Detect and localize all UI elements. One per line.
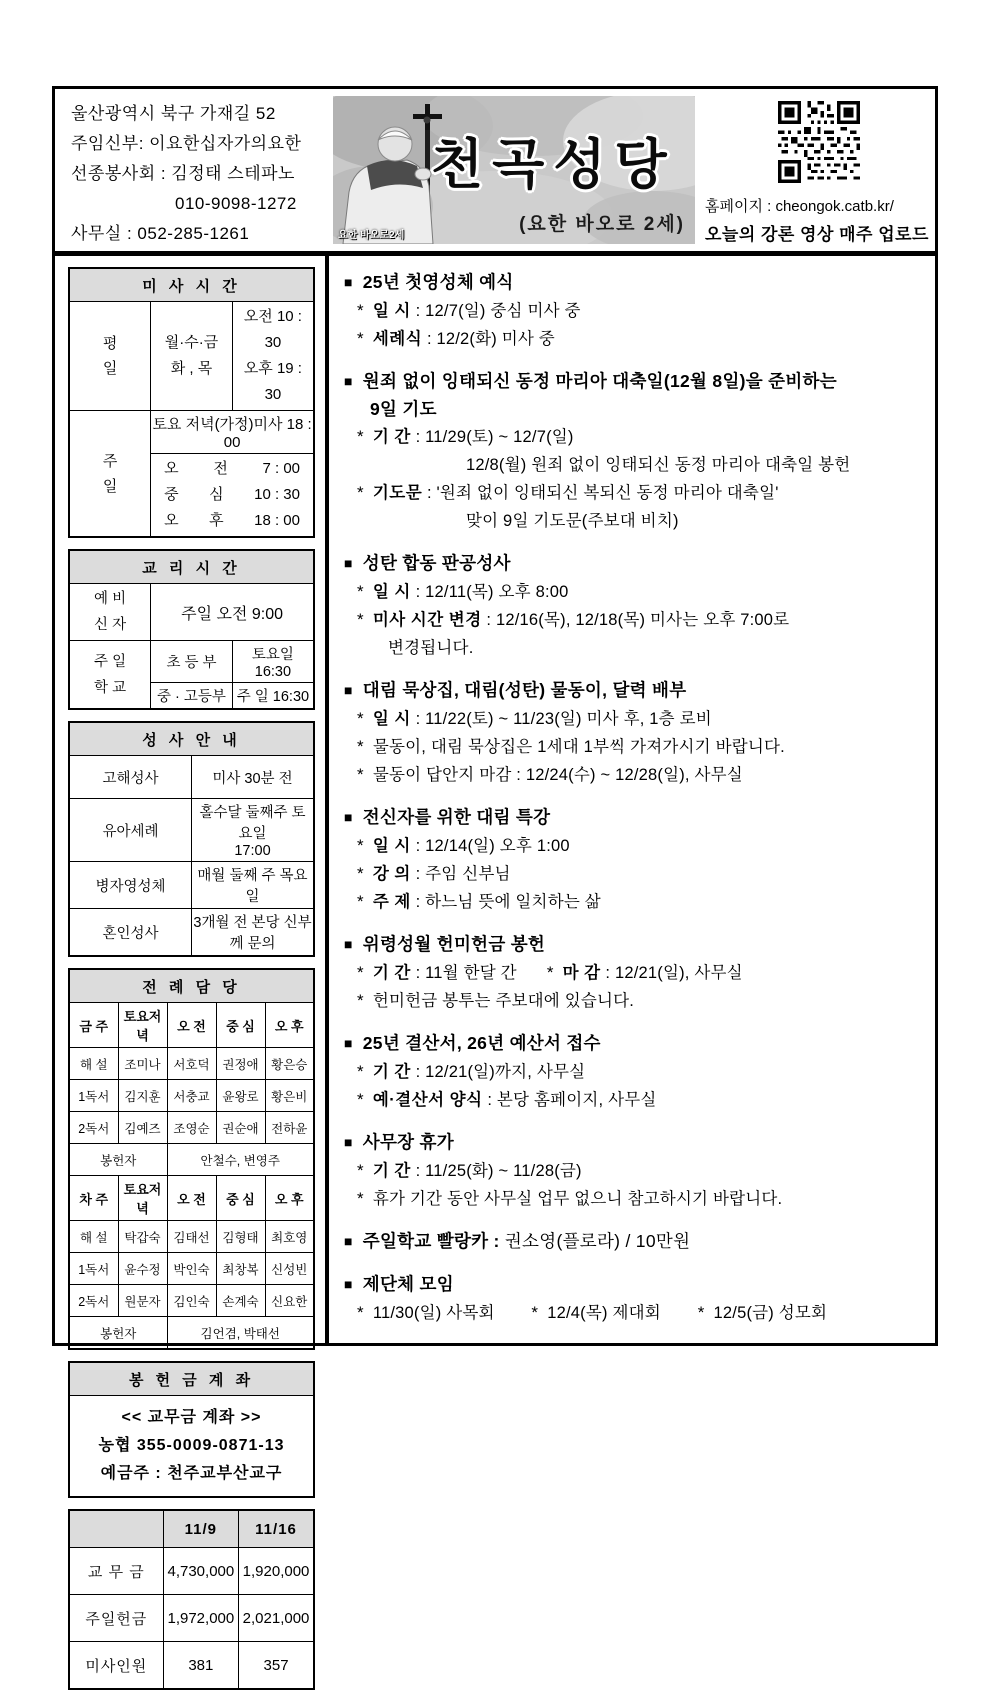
account-holder: 예금주 : 천주교부산교구 xyxy=(100,1465,283,1482)
star-bullet-icon: * xyxy=(546,963,554,982)
star-bullet-icon: * xyxy=(357,483,364,502)
table-row xyxy=(69,1317,314,1350)
section-title: 사무장 휴가 xyxy=(362,1132,454,1152)
star-bullet-icon: * xyxy=(357,737,364,756)
table-row: 교 무 금 4,730,000 1,920,000 xyxy=(69,1548,314,1595)
announcement-line: 12/8(월) 원죄 없이 잉태되신 동정 마리아 대축일 봉헌 xyxy=(466,456,851,474)
announcement-line: * 일 시 : 11/22(토) ~ 11/23(일) 미사 후, 1층 로비 xyxy=(357,709,712,728)
announcement-line: 맞이 9일 기도문(주보대 비치) xyxy=(466,512,679,530)
star-bullet-icon: * xyxy=(357,836,364,855)
square-bullet-icon: ■ xyxy=(344,555,353,571)
announcement-line: 변경됩니다. xyxy=(388,639,474,657)
announcement-line: * 강 의 : 주임 신부님 xyxy=(357,864,511,883)
star-bullet-icon: * xyxy=(357,582,364,601)
square-bullet-icon: ■ xyxy=(344,809,353,825)
bulletin-header xyxy=(55,89,935,256)
table-row xyxy=(69,1144,314,1176)
star-bullet-icon: * xyxy=(357,1189,364,1208)
announcements-column xyxy=(329,256,935,1346)
announcement-line: * 기 간 : 12/21(일)까지, 사무실 xyxy=(357,1062,586,1081)
section-budget-reports xyxy=(344,1030,921,1114)
star-bullet-icon: * xyxy=(357,329,364,348)
section-november-offering xyxy=(344,931,921,1015)
table-row: 해 설 탁갑숙 김태선 김형태 최호영 xyxy=(69,1221,314,1253)
square-bullet-icon: ■ xyxy=(344,274,353,290)
office-phone: 사무실 : 052-285-1261 xyxy=(71,224,250,243)
weekday-label: 평 일 xyxy=(69,302,151,411)
section-sunday-school-palanca: ■ 주일학교 빨랑카 : 권소영(플로라) / 10만원 xyxy=(344,1231,691,1251)
offertory-label: 봉헌자 xyxy=(69,1317,167,1350)
mass-schedule-table xyxy=(68,267,315,538)
section-advent-lecture xyxy=(344,804,921,916)
star-bullet-icon: * xyxy=(357,709,364,728)
sunday-label: 주 일 xyxy=(69,411,151,538)
table-row: 1독서 김지훈 서충교 윤왕로 황은비 xyxy=(69,1080,314,1112)
stats-date-header: 11/16 xyxy=(239,1510,314,1548)
announcement-line: * 기도문 : '원죄 없이 잉태되신 복되신 동정 마리아 대축일' xyxy=(357,483,779,502)
announcement-line: * 기 간 : 11/25(화) ~ 11/28(금) xyxy=(357,1161,582,1180)
table-row: 2독서 원문자 김인숙 손계숙 신요한 xyxy=(69,1285,314,1317)
offertory-names: 안철수, 변영주 xyxy=(167,1144,314,1176)
sacraments-table xyxy=(68,721,315,957)
saturday-mass: 토요 저녁(가정)미사 18 : 00 xyxy=(151,411,314,454)
section-title: 위령성월 헌미헌금 봉헌 xyxy=(362,934,546,954)
section-title: 성탄 합동 판공성사 xyxy=(362,553,511,573)
star-bullet-icon: * xyxy=(357,1161,364,1180)
church-banner xyxy=(333,96,695,244)
announcement-line: * 기 간 : 11월 한달 간 * 마 감 : 12/21(일), 사무실 xyxy=(357,963,743,982)
church-address-block xyxy=(71,99,341,249)
section-title: 대림 묵상집, 대림(성탄) 물동이, 달력 배부 xyxy=(362,680,687,700)
catechism-table-title: 교 리 시 간 xyxy=(69,550,314,584)
section-title: 25년 결산서, 26년 예산서 접수 xyxy=(362,1033,601,1053)
announcement-line: * 기 간 : 11/29(토) ~ 12/7(일) xyxy=(357,427,574,446)
section-group-meetings xyxy=(344,1271,921,1327)
sacraments-table-title: 성 사 안 내 xyxy=(69,722,314,756)
table-row: 병자영성체 매월 둘째 주 목요일 xyxy=(69,862,314,909)
catechumen-label: 예 비 신 자 xyxy=(69,584,151,641)
account-number: 농협 355-0009-0871-13 xyxy=(98,1437,285,1454)
table-row: 1독서 윤수정 박인숙 최창복 신성빈 xyxy=(69,1253,314,1285)
qr-code xyxy=(705,101,933,188)
star-bullet-icon: * xyxy=(357,610,364,629)
section-title-line2: 9일 기도 xyxy=(370,399,437,419)
star-bullet-icon: * xyxy=(357,1090,364,1109)
star-bullet-icon: * xyxy=(357,427,364,446)
liturgy-roles-table xyxy=(68,968,315,1350)
square-bullet-icon: ■ xyxy=(344,373,353,389)
announcement-line: * 헌미헌금 봉투는 주보대에 있습니다. xyxy=(357,991,635,1010)
square-bullet-icon: ■ xyxy=(344,682,353,698)
stats-corner-cell xyxy=(69,1510,163,1548)
middle-high-label: 중 · 고등부 xyxy=(151,683,233,710)
address-line: 울산광역시 북구 가재길 52 xyxy=(71,104,276,123)
section-title: 원죄 없이 잉태되신 동정 마리아 대축일(12월 8일)을 준비하는 xyxy=(362,371,837,391)
offertory-names: 김언겸, 박태선 xyxy=(167,1317,314,1350)
banner-caption: 요한 바오로2세 xyxy=(338,230,405,241)
square-bullet-icon: ■ xyxy=(344,1035,353,1051)
announcement-line: * 일 시 : 12/14(일) 오후 1:00 xyxy=(357,836,570,855)
section-first-communion xyxy=(344,269,921,353)
square-bullet-icon: ■ xyxy=(344,1276,353,1292)
announcement-line: * 11/30(일) 사목회 * 12/4(목) 제대회 * 12/5(금) 성모회 xyxy=(357,1303,828,1322)
announcement-line: * 예·결산서 양식 : 본당 홈페이지, 사무실 xyxy=(357,1090,657,1109)
catechumen-time: 주일 오전 9:00 xyxy=(151,584,314,641)
web-info-block xyxy=(705,101,933,245)
announcement-line: * 세례식 : 12/2(화) 미사 중 xyxy=(357,329,555,348)
announcement-line: * 일 시 : 12/11(목) 오후 8:00 xyxy=(357,582,569,601)
sermon-upload-note: 오늘의 강론 영상 매주 업로드 xyxy=(705,225,929,244)
star-bullet-icon: * xyxy=(357,991,364,1010)
elementary-label: 초 등 부 xyxy=(151,641,233,683)
bulletin-body xyxy=(55,256,935,1675)
pastor-line: 주임신부: 이요한십자가의요한 xyxy=(71,134,302,153)
section-title: 25년 첫영성체 예식 xyxy=(362,272,514,292)
star-bullet-icon: * xyxy=(357,301,364,320)
left-info-column xyxy=(55,256,329,1675)
star-bullet-icon: * xyxy=(357,765,364,784)
elementary-time: 토요일 16:30 xyxy=(232,641,314,683)
sunday-masses xyxy=(151,454,314,538)
homepage-url: 홈페이지 : cheongok.catb.kr/ xyxy=(705,198,894,215)
sunday-mass-row: 중 심 10 : 30 xyxy=(164,486,300,503)
square-bullet-icon: ■ xyxy=(344,936,353,952)
palanca-value: 권소영(플로라) / 10만원 xyxy=(504,1231,691,1251)
account-table-title: 봉 헌 금 계 좌 xyxy=(69,1362,314,1396)
mass-table-title: 미 사 시 간 xyxy=(69,268,314,302)
announcement-line: * 휴가 기간 동안 사무실 업무 없으니 참고하시기 바랍니다. xyxy=(357,1189,783,1208)
table-row: 혼인성사 3개월 전 본당 신부께 문의 xyxy=(69,909,314,957)
section-office-manager-vacation xyxy=(344,1129,921,1213)
table-row xyxy=(69,1510,314,1548)
society-line: 선종봉사회 : 김정태 스테파노 xyxy=(71,164,295,183)
star-bullet-icon: * xyxy=(357,963,364,982)
table-row: 고해성사 미사 30분 전 xyxy=(69,756,314,799)
qr-code-icon xyxy=(778,101,860,183)
table-row xyxy=(69,302,314,411)
section-nine-day-prayer xyxy=(344,368,921,535)
table-row: 2독서 김예즈 조영순 권순애 전하윤 xyxy=(69,1112,314,1144)
star-bullet-icon: * xyxy=(357,864,364,883)
offering-stats-table xyxy=(68,1509,315,1690)
table-row: 차 주 토요저녁 오 전 중 심 오 후 xyxy=(69,1176,314,1221)
stats-date-header: 11/9 xyxy=(163,1510,238,1548)
table-row: 해 설 조미나 서호덕 권정애 황은승 xyxy=(69,1048,314,1080)
table-row xyxy=(69,584,314,641)
announcement-line: * 미사 시간 변경 : 12/16(목), 12/18(목) 미사는 오후 7:00로 xyxy=(357,610,790,629)
weekday-times: 오전 10 : 30 오후 19 : 30 xyxy=(232,302,314,411)
liturgy-table-title: 전 례 담 당 xyxy=(69,969,314,1003)
offering-account-table xyxy=(68,1361,315,1498)
section-christmas-confession xyxy=(344,550,921,662)
account-heading: << 교무금 계좌 >> xyxy=(121,1409,262,1426)
table-row: 유아세례 홀수달 둘째주 토요일 17:00 xyxy=(69,799,314,862)
church-name-subtitle: (요한 바오로 2세) xyxy=(519,214,685,235)
announcement-line: * 주 제 : 하느님 뜻에 일치하는 삶 xyxy=(357,892,601,911)
table-row: 금 주 토요저녁 오 전 중 심 오 후 xyxy=(69,1003,314,1048)
star-bullet-icon: * xyxy=(697,1303,705,1322)
star-bullet-icon: * xyxy=(531,1303,539,1322)
section-title: 제단체 모임 xyxy=(362,1274,454,1294)
star-bullet-icon: * xyxy=(357,1062,364,1081)
star-bullet-icon: * xyxy=(357,1303,364,1322)
table-row: 주일헌금 1,972,000 2,021,000 xyxy=(69,1595,314,1642)
table-row xyxy=(69,641,314,683)
society-phone: 010-9098-1272 xyxy=(175,194,297,213)
section-title: 전신자를 위한 대림 특강 xyxy=(362,807,551,827)
offertory-label: 봉헌자 xyxy=(69,1144,167,1176)
table-row: 미사인원 381 357 xyxy=(69,1642,314,1690)
middle-high-time: 주 일 16:30 xyxy=(232,683,314,710)
sunday-mass-row: 오 후 18 : 00 xyxy=(164,512,300,529)
sunday-school-label: 주 일 학 교 xyxy=(69,641,151,710)
announcement-line: * 일 시 : 12/7(일) 중심 미사 중 xyxy=(357,301,581,320)
announcement-line: * 물동이, 대림 묵상집은 1세대 1부씩 가져가시기 바랍니다. xyxy=(357,737,785,756)
table-row xyxy=(69,1396,314,1498)
catechism-table xyxy=(68,549,315,710)
announcement-line: * 물동이 답안지 마감 : 12/24(수) ~ 12/28(일), 사무실 xyxy=(357,765,743,784)
church-name-title: 천곡성당 xyxy=(431,135,676,195)
section-advent-materials xyxy=(344,677,921,789)
sunday-mass-row: 오 전 7 : 00 xyxy=(164,460,300,477)
table-row xyxy=(69,411,314,454)
square-bullet-icon: ■ xyxy=(344,1233,353,1249)
star-bullet-icon: * xyxy=(357,892,364,911)
bulletin-page xyxy=(52,86,938,1675)
weekday-days: 월·수·금 화 , 목 xyxy=(151,302,233,411)
square-bullet-icon: ■ xyxy=(344,1134,353,1150)
section-title: 주일학교 빨랑카 xyxy=(362,1231,489,1251)
